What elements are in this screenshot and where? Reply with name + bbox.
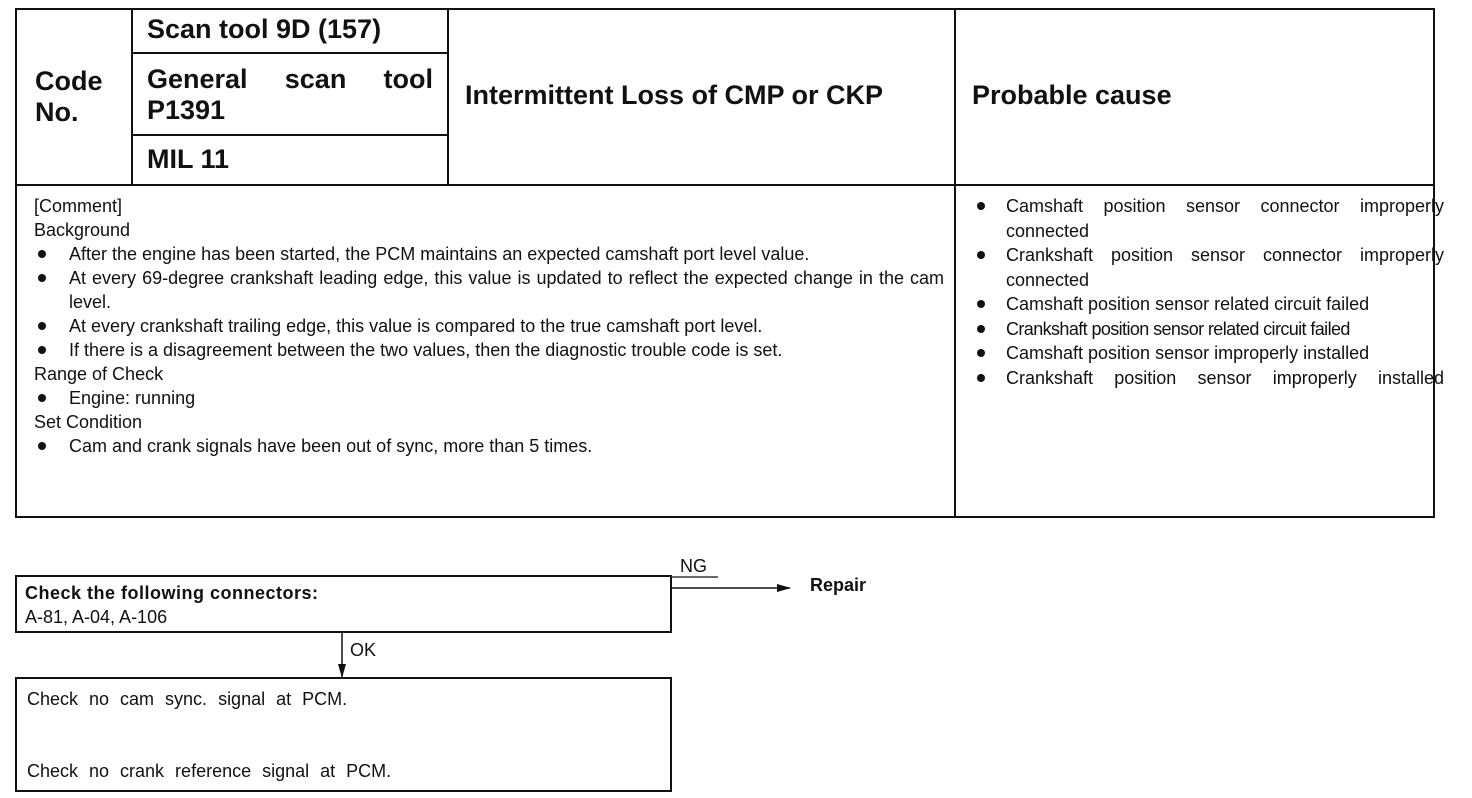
ok-label: OK (350, 640, 377, 660)
general-scan-tool-value: P1391 (147, 95, 226, 125)
dtc-title: Intermittent Loss of CMP or CKP (465, 80, 884, 110)
background-item: If there is a disagreement between the two values, then the diagnostic trouble code is set. (34, 338, 944, 362)
probable-cause-header: Probable cause (972, 80, 1172, 110)
general-word: General (147, 64, 248, 94)
code-label-line2: No. (35, 97, 79, 127)
mil-code: MIL 11 (147, 144, 230, 174)
probable-cause-item: Crankshaft position sensor improperly installed (972, 366, 1444, 391)
range-item: Engine: running (34, 386, 944, 410)
set-condition-label: Set Condition (34, 412, 143, 432)
comment-label: [Comment] (34, 196, 123, 216)
background-item: After the engine has been started, the PCM maintains an expected camshaft port level value. (34, 242, 944, 266)
set-condition-item: Cam and crank signals have been out of sync, more than 5 times. (34, 434, 944, 458)
cam-sync-check: Check no cam sync. signal at PCM. (27, 689, 348, 709)
check-pcm-signal-step (15, 677, 672, 792)
probable-cause-item: Camshaft position sensor connector improperly connected (972, 194, 1444, 243)
ng-label: NG (680, 556, 707, 576)
background-label: Background (34, 220, 131, 240)
background-item: At every 69-degree crankshaft leading edge, this value is updated to reflect the expected change in the cam level. (34, 266, 944, 314)
probable-cause-item: Camshaft position sensor improperly installed (972, 341, 1444, 366)
background-item: At every crankshaft trailing edge, this value is compared to the true camshaft port level. (34, 314, 944, 338)
scan-tool-9d-code: Scan tool 9D (157) (147, 14, 382, 44)
step1-title: Check the following connectors: (25, 583, 319, 603)
probable-cause-item: Camshaft position sensor related circuit failed (972, 292, 1444, 317)
check-connectors-step (15, 575, 672, 633)
tool-word: tool (383, 64, 433, 94)
probable-cause-item: Crankshaft position sensor related circuit failed (972, 317, 1444, 342)
connector-list: A-81, A-04, A-106 (25, 607, 168, 627)
crank-reference-check: Check no crank reference signal at PCM. (27, 761, 392, 781)
probable-cause-item: Crankshaft position sensor connector improperly connected (972, 243, 1444, 292)
code-label-line1: Code (35, 66, 103, 96)
repair-label: Repair (810, 575, 867, 595)
scan-word: scan (284, 64, 347, 94)
range-of-check-label: Range of Check (34, 364, 164, 384)
